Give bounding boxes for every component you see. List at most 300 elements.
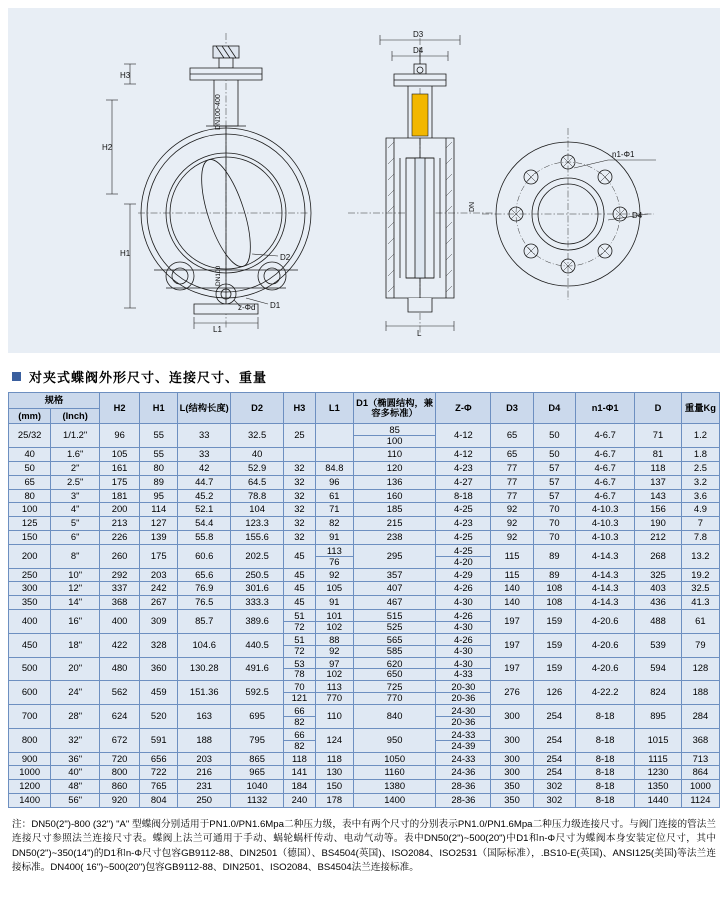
cell-inch: 5" (51, 517, 100, 531)
cell-d1: 136 (353, 475, 436, 489)
th-d2: D2 (231, 393, 284, 424)
cell-mm: 400 (9, 610, 51, 634)
cell-h3: 45 (284, 596, 316, 610)
cell-d1: 295 (353, 544, 436, 568)
cell-l1: 91 (315, 596, 353, 610)
table-row (9, 489, 720, 503)
cell-l1: 88 92 (315, 633, 353, 657)
technical-drawing-panel (8, 8, 720, 353)
cell-h3: 141 (284, 766, 316, 780)
cell-h2: 161 (99, 461, 139, 475)
cell-h1: 114 (140, 503, 178, 517)
cell-n1: 8-18 (576, 780, 635, 794)
table-row (9, 596, 720, 610)
cell-inch: 28" (51, 705, 100, 729)
cell-n1: 8-18 (576, 793, 635, 807)
cell-h2: 480 (99, 657, 139, 681)
table-row (9, 424, 720, 448)
cell-h3: 25 (284, 424, 316, 448)
cell-mm: 1200 (9, 780, 51, 794)
cell-l: 60.6 (178, 544, 231, 568)
cell-mm: 1400 (9, 793, 51, 807)
th-spec: 规格 (9, 393, 100, 409)
cell-n1: 4-6.7 (576, 461, 635, 475)
cell-n1: 4-10.3 (576, 517, 635, 531)
cell-h1: 55 (140, 424, 178, 448)
svg-text:D4: D4 (632, 211, 643, 220)
cell-d3: 92 (491, 531, 533, 545)
cell-h1: 127 (140, 517, 178, 531)
cell-d3: 92 (491, 503, 533, 517)
cell-weight: 7.8 (681, 531, 719, 545)
cell-l1: 84.8 (315, 461, 353, 475)
cell-h3: 32 (284, 489, 316, 503)
cell-mm: 900 (9, 752, 51, 766)
table-row (9, 633, 720, 657)
cell-h2: 175 (99, 475, 139, 489)
cell-weight: 4.9 (681, 503, 719, 517)
cell-n1: 4-6.7 (576, 489, 635, 503)
svg-text:n1-Φ1: n1-Φ1 (612, 150, 635, 159)
cell-d3: 276 (491, 681, 533, 705)
cell-d2: 1132 (231, 793, 284, 807)
cell-d3: 300 (491, 752, 533, 766)
cell-l1: 113 76 (315, 544, 353, 568)
cell-l1 (315, 424, 353, 448)
cell-z: 4-30 (436, 596, 491, 610)
cell-d1: 120 (353, 461, 436, 475)
cell-h1: 520 (140, 705, 178, 729)
cell-l1: 92 (315, 568, 353, 582)
cell-n1: 4-22.2 (576, 681, 635, 705)
cell-h1: 360 (140, 657, 178, 681)
th-l: L(结构长度) (178, 393, 231, 424)
cell-d4: 108 (533, 596, 575, 610)
svg-text:H3: H3 (120, 71, 131, 80)
table-row (9, 531, 720, 545)
cell-mm: 65 (9, 475, 51, 489)
cell-h2: 672 (99, 728, 139, 752)
notes-line1: DN50(2")-800 (32") "A" 型蝶阀分别适用于PN1.0/PN1.6Mpa二种压力级，表中有两个尺寸的分别表示PN1.0/PN1.6Mpa二种压力级连接尺寸。与阀门连接的管法兰连接尺寸参照法兰连接尺寸表。蝶阀上法兰可通用于手动、蜗轮蜗杆传动、电动气动等。表中DN50(2")~500(20")中D1和n-Φ尺寸为蝶阀本身安装定位尺寸，其中DN50(2")~350(14")的D1和n-Φ尺寸包容GB9112-88、DIN2501（德国）、BS4504(英国)、ISO2084、ISO2531（国际标准），.BS10-E(英国)、ANSI125(美国)等法兰连接标准。DN400( 16")~500(20")包容GB9112-88、DIN2501、ISO2084、BS4504法兰连接标准。 (12, 818, 717, 873)
cell-l: 76.5 (178, 596, 231, 610)
cell-h1: 242 (140, 582, 178, 596)
cell-h2: 624 (99, 705, 139, 729)
cell-weight: 128 (681, 657, 719, 681)
svg-text:H2: H2 (102, 143, 113, 152)
cell-d3: 197 (491, 657, 533, 681)
cell-n1: 4-14.3 (576, 596, 635, 610)
cell-d: 137 (635, 475, 682, 489)
cell-d: 212 (635, 531, 682, 545)
cell-mm: 200 (9, 544, 51, 568)
cell-d: 1440 (635, 793, 682, 807)
cell-d2: 32.5 (231, 424, 284, 448)
cell-l: 44.7 (178, 475, 231, 489)
cell-mm: 600 (9, 681, 51, 705)
th-d: D (635, 393, 682, 424)
cell-h2: 226 (99, 531, 139, 545)
svg-text:DN100: DN100 (215, 265, 222, 286)
cell-h1: 267 (140, 596, 178, 610)
table-row (9, 610, 720, 634)
cell-d3: 115 (491, 544, 533, 568)
cell-z: 28-36 (436, 780, 491, 794)
cell-d: 824 (635, 681, 682, 705)
cell-z: 4-27 (436, 475, 491, 489)
table-row (9, 657, 720, 681)
cell-h1: 328 (140, 633, 178, 657)
cell-d: 488 (635, 610, 682, 634)
cell-inch: 2" (51, 461, 100, 475)
cell-weight: 1.8 (681, 448, 719, 462)
cell-inch: 10" (51, 568, 100, 582)
table-body (9, 424, 720, 807)
cell-z: 24-33 (436, 752, 491, 766)
cell-n1: 4-14.3 (576, 568, 635, 582)
dimension-table (8, 392, 720, 808)
cell-h1: 80 (140, 461, 178, 475)
cell-d1: 1160 (353, 766, 436, 780)
cell-mm: 800 (9, 728, 51, 752)
cell-h2: 213 (99, 517, 139, 531)
cell-l: 85.7 (178, 610, 231, 634)
svg-text:H1: H1 (120, 249, 131, 258)
cell-z: 4-23 (436, 461, 491, 475)
cell-z: 4-12 (436, 448, 491, 462)
cell-d4: 159 (533, 633, 575, 657)
cell-weight: 61 (681, 610, 719, 634)
cell-h2: 800 (99, 766, 139, 780)
cell-d1: 467 (353, 596, 436, 610)
cell-l1: 124 (315, 728, 353, 752)
table-row (9, 517, 720, 531)
cell-l1: 61 (315, 489, 353, 503)
cell-d3: 77 (491, 461, 533, 475)
th-mm: (mm) (9, 408, 51, 424)
cell-inch: 32" (51, 728, 100, 752)
cell-weight: 7 (681, 517, 719, 531)
cell-inch: 8" (51, 544, 100, 568)
cell-d4: 50 (533, 448, 575, 462)
svg-text:D2: D2 (280, 253, 291, 262)
cell-d4: 254 (533, 766, 575, 780)
cell-h3: 45 (284, 568, 316, 582)
cell-l: 250 (178, 793, 231, 807)
cell-d1: 160 (353, 489, 436, 503)
cell-weight: 32.5 (681, 582, 719, 596)
cell-d3: 140 (491, 582, 533, 596)
table-row (9, 728, 720, 752)
svg-text:D4: D4 (413, 46, 424, 55)
cell-d2: 795 (231, 728, 284, 752)
table-row (9, 503, 720, 517)
cell-d3: 140 (491, 596, 533, 610)
svg-text:D1: D1 (270, 301, 281, 310)
cell-d: 594 (635, 657, 682, 681)
th-d3: D3 (491, 393, 533, 424)
cell-n1: 8-18 (576, 728, 635, 752)
cell-l: 151.36 (178, 681, 231, 705)
cell-inch: 1/1.2" (51, 424, 100, 448)
cell-h1: 722 (140, 766, 178, 780)
cell-weight: 2.5 (681, 461, 719, 475)
table-header-row (9, 393, 720, 409)
cell-mm: 25/32 (9, 424, 51, 448)
th-z: Z-Φ (436, 393, 491, 424)
cell-weight: 41.3 (681, 596, 719, 610)
cell-z: 24-33 24-39 (436, 728, 491, 752)
cell-d1: 357 (353, 568, 436, 582)
cell-z: 24-36 (436, 766, 491, 780)
cell-weight: 188 (681, 681, 719, 705)
cell-mm: 300 (9, 582, 51, 596)
cell-d: 118 (635, 461, 682, 475)
table-row (9, 568, 720, 582)
cell-l: 33 (178, 448, 231, 462)
notes-text (12, 818, 716, 876)
cell-z: 4-25 (436, 531, 491, 545)
cell-weight: 19.2 (681, 568, 719, 582)
cell-d2: 64.5 (231, 475, 284, 489)
cell-d3: 350 (491, 793, 533, 807)
cell-d: 1015 (635, 728, 682, 752)
cell-d4: 108 (533, 582, 575, 596)
cell-z: 4-12 (436, 424, 491, 448)
table-row (9, 766, 720, 780)
cell-d4: 159 (533, 657, 575, 681)
svg-text:DN100-400: DN100-400 (215, 94, 222, 130)
cell-d2: 592.5 (231, 681, 284, 705)
cell-inch: 20" (51, 657, 100, 681)
cell-h3: 32 (284, 531, 316, 545)
cell-d: 71 (635, 424, 682, 448)
cell-h3: 118 (284, 752, 316, 766)
cell-h3: 32 (284, 517, 316, 531)
th-n1: n1-Φ1 (576, 393, 635, 424)
table-row (9, 705, 720, 729)
table-row (9, 461, 720, 475)
cell-l: 203 (178, 752, 231, 766)
cell-h1: 804 (140, 793, 178, 807)
cell-d1: 725 770 (353, 681, 436, 705)
cell-inch: 1.6" (51, 448, 100, 462)
cell-mm: 500 (9, 657, 51, 681)
cell-d1: 85 100 (353, 424, 436, 448)
section-heading (12, 367, 728, 386)
table-row (9, 544, 720, 568)
cell-d3: 92 (491, 517, 533, 531)
table-row (9, 448, 720, 462)
cell-h3: 51 72 (284, 633, 316, 657)
cell-weight: 864 (681, 766, 719, 780)
cell-inch: 24" (51, 681, 100, 705)
cell-d1: 185 (353, 503, 436, 517)
th-d4: D4 (533, 393, 575, 424)
cell-h1: 55 (140, 448, 178, 462)
cell-l1: 118 (315, 752, 353, 766)
cell-d3: 197 (491, 610, 533, 634)
cell-d1: 1400 (353, 793, 436, 807)
table-row (9, 681, 720, 705)
cell-inch: 18" (51, 633, 100, 657)
cell-weight: 713 (681, 752, 719, 766)
cell-inch: 56" (51, 793, 100, 807)
cell-d1: 515 525 (353, 610, 436, 634)
cell-n1: 4-20.6 (576, 610, 635, 634)
cell-d4: 89 (533, 568, 575, 582)
cell-d2: 40 (231, 448, 284, 462)
cell-d3: 350 (491, 780, 533, 794)
cell-d4: 126 (533, 681, 575, 705)
cell-weight: 3.6 (681, 489, 719, 503)
cell-d4: 159 (533, 610, 575, 634)
cell-mm: 80 (9, 489, 51, 503)
cell-d: 1350 (635, 780, 682, 794)
cell-z: 8-18 (436, 489, 491, 503)
th-h1: H1 (140, 393, 178, 424)
cell-d1: 238 (353, 531, 436, 545)
cell-d: 268 (635, 544, 682, 568)
svg-text:L: L (417, 329, 422, 338)
cell-l1: 71 (315, 503, 353, 517)
cell-weight: 368 (681, 728, 719, 752)
cell-h3: 51 72 (284, 610, 316, 634)
cell-h2: 920 (99, 793, 139, 807)
cell-mm: 40 (9, 448, 51, 462)
cell-d3: 197 (491, 633, 533, 657)
table-row (9, 780, 720, 794)
cell-h1: 309 (140, 610, 178, 634)
cell-weight: 1000 (681, 780, 719, 794)
cell-z: 20-30 20-36 (436, 681, 491, 705)
cell-d3: 65 (491, 448, 533, 462)
cell-d2: 104 (231, 503, 284, 517)
cell-h2: 422 (99, 633, 139, 657)
cell-d: 190 (635, 517, 682, 531)
cell-inch: 4" (51, 503, 100, 517)
cell-z: 4-29 (436, 568, 491, 582)
cell-h1: 89 (140, 475, 178, 489)
cell-h1: 139 (140, 531, 178, 545)
th-inch: (Inch) (51, 408, 100, 424)
cell-d2: 1040 (231, 780, 284, 794)
cell-z: 4-25 (436, 503, 491, 517)
cell-h1: 203 (140, 568, 178, 582)
cell-h3: 70 121 (284, 681, 316, 705)
cell-l1: 113 770 (315, 681, 353, 705)
cell-l: 33 (178, 424, 231, 448)
cell-l: 54.4 (178, 517, 231, 531)
cell-l1: 110 (315, 705, 353, 729)
cell-h3: 66 82 (284, 728, 316, 752)
cell-mm: 450 (9, 633, 51, 657)
cell-d1: 620 650 (353, 657, 436, 681)
cell-d4: 254 (533, 728, 575, 752)
cell-d4: 70 (533, 531, 575, 545)
cell-d4: 70 (533, 503, 575, 517)
cell-h2: 860 (99, 780, 139, 794)
cell-weight: 1124 (681, 793, 719, 807)
cell-l: 104.6 (178, 633, 231, 657)
cell-l: 231 (178, 780, 231, 794)
cell-h3: 45 (284, 544, 316, 568)
cell-h2: 181 (99, 489, 139, 503)
cell-d4: 254 (533, 752, 575, 766)
cell-n1: 8-18 (576, 705, 635, 729)
cell-h2: 260 (99, 544, 139, 568)
th-h3: H3 (284, 393, 316, 424)
cell-h3: 32 (284, 461, 316, 475)
cell-h2: 720 (99, 752, 139, 766)
cell-mm: 350 (9, 596, 51, 610)
cell-z: 4-26 (436, 582, 491, 596)
cell-h3: 32 (284, 475, 316, 489)
bullet-square-icon (12, 372, 21, 381)
cell-d4: 254 (533, 705, 575, 729)
cell-l: 55.8 (178, 531, 231, 545)
cell-weight: 79 (681, 633, 719, 657)
cell-d4: 57 (533, 489, 575, 503)
cell-inch: 36" (51, 752, 100, 766)
cell-n1: 4-6.7 (576, 424, 635, 448)
cell-d: 325 (635, 568, 682, 582)
cell-d: 143 (635, 489, 682, 503)
cell-d3: 77 (491, 489, 533, 503)
cell-l1: 130 (315, 766, 353, 780)
cell-h1: 656 (140, 752, 178, 766)
cell-z: 28-36 (436, 793, 491, 807)
cell-inch: 40" (51, 766, 100, 780)
cell-h3: 240 (284, 793, 316, 807)
cell-inch: 48" (51, 780, 100, 794)
table-row (9, 475, 720, 489)
cell-d1: 950 (353, 728, 436, 752)
cell-l: 76.9 (178, 582, 231, 596)
th-h2: H2 (99, 393, 139, 424)
cell-n1: 4-14.3 (576, 582, 635, 596)
cell-d4: 302 (533, 793, 575, 807)
cell-d4: 89 (533, 544, 575, 568)
cell-n1: 8-18 (576, 752, 635, 766)
cell-n1: 4-14.3 (576, 544, 635, 568)
section-title: 对夹式蝶阀外形尺寸、连接尺寸、重量 (29, 370, 268, 385)
cell-inch: 12" (51, 582, 100, 596)
cell-d1: 110 (353, 448, 436, 462)
cell-mm: 100 (9, 503, 51, 517)
cell-d: 156 (635, 503, 682, 517)
butterfly-valve-drawing (8, 8, 720, 353)
cell-d3: 300 (491, 766, 533, 780)
table-row (9, 582, 720, 596)
table-row (9, 793, 720, 807)
cell-l: 188 (178, 728, 231, 752)
cell-d2: 78.8 (231, 489, 284, 503)
svg-text:DN: DN (469, 201, 476, 212)
cell-l: 65.6 (178, 568, 231, 582)
cell-h2: 562 (99, 681, 139, 705)
cell-d2: 123.3 (231, 517, 284, 531)
cell-d2: 155.6 (231, 531, 284, 545)
cell-l1: 150 (315, 780, 353, 794)
cell-d2: 301.6 (231, 582, 284, 596)
cell-h1: 95 (140, 489, 178, 503)
cell-d2: 965 (231, 766, 284, 780)
cell-weight: 284 (681, 705, 719, 729)
cell-d2: 865 (231, 752, 284, 766)
cell-d2: 491.6 (231, 657, 284, 681)
cell-d2: 695 (231, 705, 284, 729)
cell-d2: 202.5 (231, 544, 284, 568)
